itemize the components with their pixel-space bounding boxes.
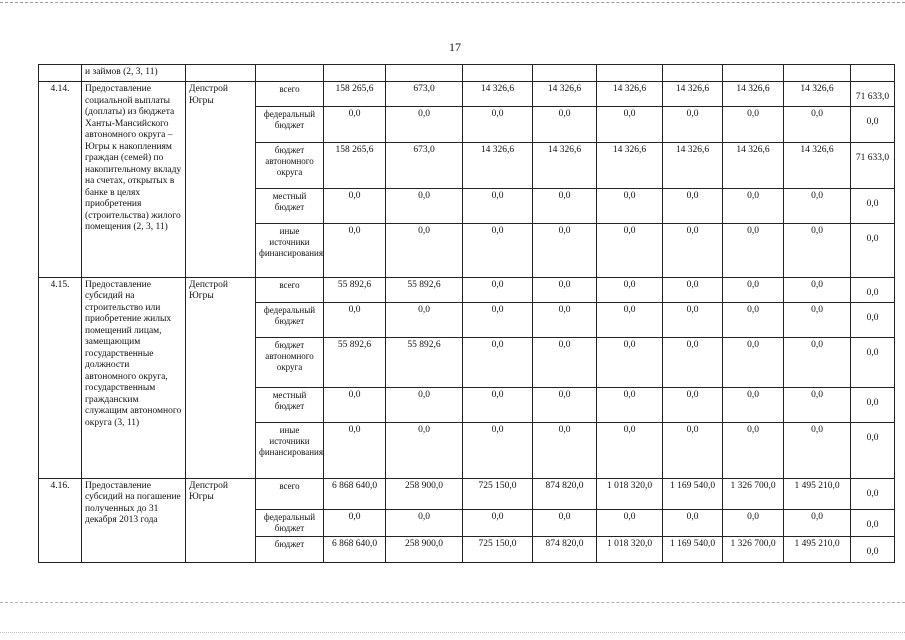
value-cell: 14 326,6: [463, 82, 533, 107]
funding-source-cell: федеральный бюджет: [256, 106, 324, 142]
funding-source-cell: федеральный бюджет: [256, 302, 324, 337]
carryover-idx-cell: [39, 65, 82, 82]
value-cell: 0,0: [723, 509, 784, 536]
value-cell: 0,0: [851, 387, 895, 422]
value-cell: 0,0: [324, 188, 386, 223]
value-cell: 725 150,0: [463, 478, 533, 509]
carryover-cell: [663, 65, 723, 82]
table-body: [39, 65, 895, 563]
value-cell: 0,0: [324, 422, 386, 478]
item-name-cell: Предоставление субсидий на строительство или приобретение жилых помещений лицам, замещающим государственные должности автономного округа, государственным гражданским служащим автономного округа (3, 11): [82, 277, 186, 478]
value-cell: 0,0: [386, 188, 463, 223]
value-cell: 0,0: [723, 277, 784, 302]
carryover-name-cell: и займов (2, 3, 11): [82, 65, 186, 82]
value-cell: 0,0: [533, 277, 597, 302]
value-cell: 0,0: [851, 188, 895, 223]
funding-source-cell: всего: [256, 277, 324, 302]
value-cell: 0,0: [463, 337, 533, 387]
value-cell: 0,0: [324, 302, 386, 337]
value-cell: 55 892,6: [386, 337, 463, 387]
value-cell: 0,0: [597, 387, 663, 422]
value-cell: 55 892,6: [324, 277, 386, 302]
value-cell: 0,0: [597, 302, 663, 337]
funding-source-cell: иные источники финансирования: [256, 422, 324, 478]
item-name-cell: Предоставление субсидий на погашение полученных до 31 декабря 2013 года: [82, 478, 186, 562]
value-cell: 14 326,6: [663, 82, 723, 107]
value-cell: 14 326,6: [463, 142, 533, 188]
funding-source-cell: иные источники финансирования: [256, 223, 324, 277]
value-cell: 0,0: [663, 302, 723, 337]
carryover-executor-cell: [186, 65, 256, 82]
value-cell: 0,0: [723, 422, 784, 478]
value-cell: 0,0: [851, 509, 895, 536]
value-cell: 0,0: [723, 106, 784, 142]
table-row: [39, 277, 895, 302]
value-cell: 0,0: [386, 302, 463, 337]
value-cell: 258 900,0: [386, 536, 463, 562]
value-cell: 0,0: [663, 223, 723, 277]
value-cell: 0,0: [723, 223, 784, 277]
table-row: [39, 82, 895, 107]
executor-cell: Депстрой Югры: [186, 82, 256, 278]
value-cell: 0,0: [851, 277, 895, 302]
value-cell: 0,0: [597, 509, 663, 536]
funding-source-cell: всего: [256, 478, 324, 509]
item-name-cell: Предоставление социальной выплаты (доплаты) из бюджета Ханты-Мансийского автономного округа – Югры к накоплениям граждан (семей) по накопительному вкладу на счетах, открытых в банке в целях приобретения (строительства) жилого помещения (2, 3, 11): [82, 82, 186, 278]
value-cell: 0,0: [386, 422, 463, 478]
value-cell: 1 495 210,0: [784, 536, 851, 562]
value-cell: 0,0: [784, 188, 851, 223]
value-cell: 14 326,6: [597, 142, 663, 188]
value-cell: 0,0: [851, 536, 895, 562]
value-cell: 0,0: [463, 188, 533, 223]
value-cell: 1 018 320,0: [597, 478, 663, 509]
carryover-cell: [324, 65, 386, 82]
value-cell: 1 495 210,0: [784, 478, 851, 509]
value-cell: 0,0: [324, 223, 386, 277]
carryover-cell: [784, 65, 851, 82]
value-cell: 0,0: [723, 302, 784, 337]
value-cell: 0,0: [533, 422, 597, 478]
funding-source-cell: бюджет: [256, 536, 324, 562]
value-cell: 0,0: [533, 509, 597, 536]
value-cell: 0,0: [784, 302, 851, 337]
value-cell: 0,0: [324, 387, 386, 422]
value-cell: 0,0: [663, 422, 723, 478]
value-cell: 1 018 320,0: [597, 536, 663, 562]
value-cell: 0,0: [784, 277, 851, 302]
value-cell: 673,0: [386, 142, 463, 188]
page-number: 17: [449, 40, 461, 54]
value-cell: 0,0: [851, 422, 895, 478]
value-cell: 14 326,6: [784, 142, 851, 188]
carryover-cell: [386, 65, 463, 82]
value-cell: 0,0: [597, 277, 663, 302]
value-cell: 258 900,0: [386, 478, 463, 509]
executor-cell: Депстрой Югры: [186, 277, 256, 478]
value-cell: 55 892,6: [324, 337, 386, 387]
value-cell: 6 868 640,0: [324, 536, 386, 562]
scan-edge-top: [0, 2, 905, 7]
value-cell: 0,0: [663, 277, 723, 302]
value-cell: 0,0: [784, 337, 851, 387]
value-cell: 725 150,0: [463, 536, 533, 562]
funding-source-cell: бюджет автономного округа: [256, 142, 324, 188]
value-cell: 0,0: [533, 302, 597, 337]
budget-table: [38, 64, 895, 563]
value-cell: 71 633,0: [851, 82, 895, 107]
value-cell: 0,0: [533, 387, 597, 422]
value-cell: 0,0: [324, 509, 386, 536]
value-cell: 874 820,0: [533, 536, 597, 562]
value-cell: 673,0: [386, 82, 463, 107]
scan-edge-bottom: [0, 602, 905, 605]
value-cell: 0,0: [851, 302, 895, 337]
value-cell: 874 820,0: [533, 478, 597, 509]
carryover-cell: [597, 65, 663, 82]
value-cell: 0,0: [386, 223, 463, 277]
item-number-cell: 4.14.: [39, 82, 82, 278]
value-cell: 0,0: [663, 188, 723, 223]
value-cell: 0,0: [597, 188, 663, 223]
value-cell: 55 892,6: [386, 277, 463, 302]
carryover-cell: [463, 65, 533, 82]
value-cell: 1 169 540,0: [663, 478, 723, 509]
value-cell: 0,0: [463, 422, 533, 478]
funding-source-cell: федеральный бюджет: [256, 509, 324, 536]
carryover-cell: [723, 65, 784, 82]
value-cell: 1 169 540,0: [663, 536, 723, 562]
value-cell: 0,0: [784, 422, 851, 478]
value-cell: 0,0: [386, 387, 463, 422]
carryover-cell: [256, 65, 324, 82]
value-cell: 0,0: [597, 106, 663, 142]
value-cell: 1 326 700,0: [723, 478, 784, 509]
value-cell: 0,0: [851, 106, 895, 142]
value-cell: 6 868 640,0: [324, 478, 386, 509]
value-cell: 0,0: [663, 509, 723, 536]
value-cell: 0,0: [663, 337, 723, 387]
value-cell: 0,0: [386, 509, 463, 536]
value-cell: 0,0: [533, 223, 597, 277]
carryover-cell: [533, 65, 597, 82]
value-cell: 0,0: [851, 223, 895, 277]
value-cell: 0,0: [463, 387, 533, 422]
value-cell: 0,0: [723, 188, 784, 223]
value-cell: 14 326,6: [533, 82, 597, 107]
value-cell: 71 633,0: [851, 142, 895, 188]
value-cell: 0,0: [784, 509, 851, 536]
value-cell: 0,0: [386, 106, 463, 142]
value-cell: 14 326,6: [597, 82, 663, 107]
value-cell: 0,0: [533, 337, 597, 387]
value-cell: 0,0: [663, 106, 723, 142]
scan-edge-bottom-2: [0, 632, 905, 635]
value-cell: 0,0: [663, 387, 723, 422]
value-cell: 158 265,6: [324, 82, 386, 107]
value-cell: 0,0: [723, 337, 784, 387]
value-cell: 0,0: [851, 337, 895, 387]
value-cell: 0,0: [597, 422, 663, 478]
value-cell: 0,0: [597, 337, 663, 387]
value-cell: 0,0: [723, 387, 784, 422]
funding-source-cell: местный бюджет: [256, 387, 324, 422]
value-cell: 0,0: [784, 387, 851, 422]
funding-source-cell: всего: [256, 82, 324, 107]
table-row: [39, 478, 895, 509]
value-cell: 0,0: [463, 277, 533, 302]
value-cell: 14 326,6: [723, 142, 784, 188]
value-cell: 0,0: [533, 188, 597, 223]
value-cell: 0,0: [463, 302, 533, 337]
value-cell: 0,0: [784, 223, 851, 277]
value-cell: 1 326 700,0: [723, 536, 784, 562]
table-row-carryover: [39, 65, 895, 82]
value-cell: 14 326,6: [663, 142, 723, 188]
value-cell: 0,0: [851, 478, 895, 509]
value-cell: 0,0: [597, 223, 663, 277]
value-cell: 14 326,6: [784, 82, 851, 107]
funding-source-cell: бюджет автономного округа: [256, 337, 324, 387]
value-cell: 0,0: [463, 509, 533, 536]
carryover-cell: [851, 65, 895, 82]
item-number-cell: 4.15.: [39, 277, 82, 478]
funding-source-cell: местный бюджет: [256, 188, 324, 223]
item-number-cell: 4.16.: [39, 478, 82, 562]
value-cell: 0,0: [784, 106, 851, 142]
value-cell: 0,0: [463, 106, 533, 142]
value-cell: 0,0: [463, 223, 533, 277]
executor-cell: Депстрой Югры: [186, 478, 256, 562]
value-cell: 14 326,6: [723, 82, 784, 107]
value-cell: 0,0: [533, 106, 597, 142]
value-cell: 0,0: [324, 106, 386, 142]
value-cell: 14 326,6: [533, 142, 597, 188]
value-cell: 158 265,6: [324, 142, 386, 188]
